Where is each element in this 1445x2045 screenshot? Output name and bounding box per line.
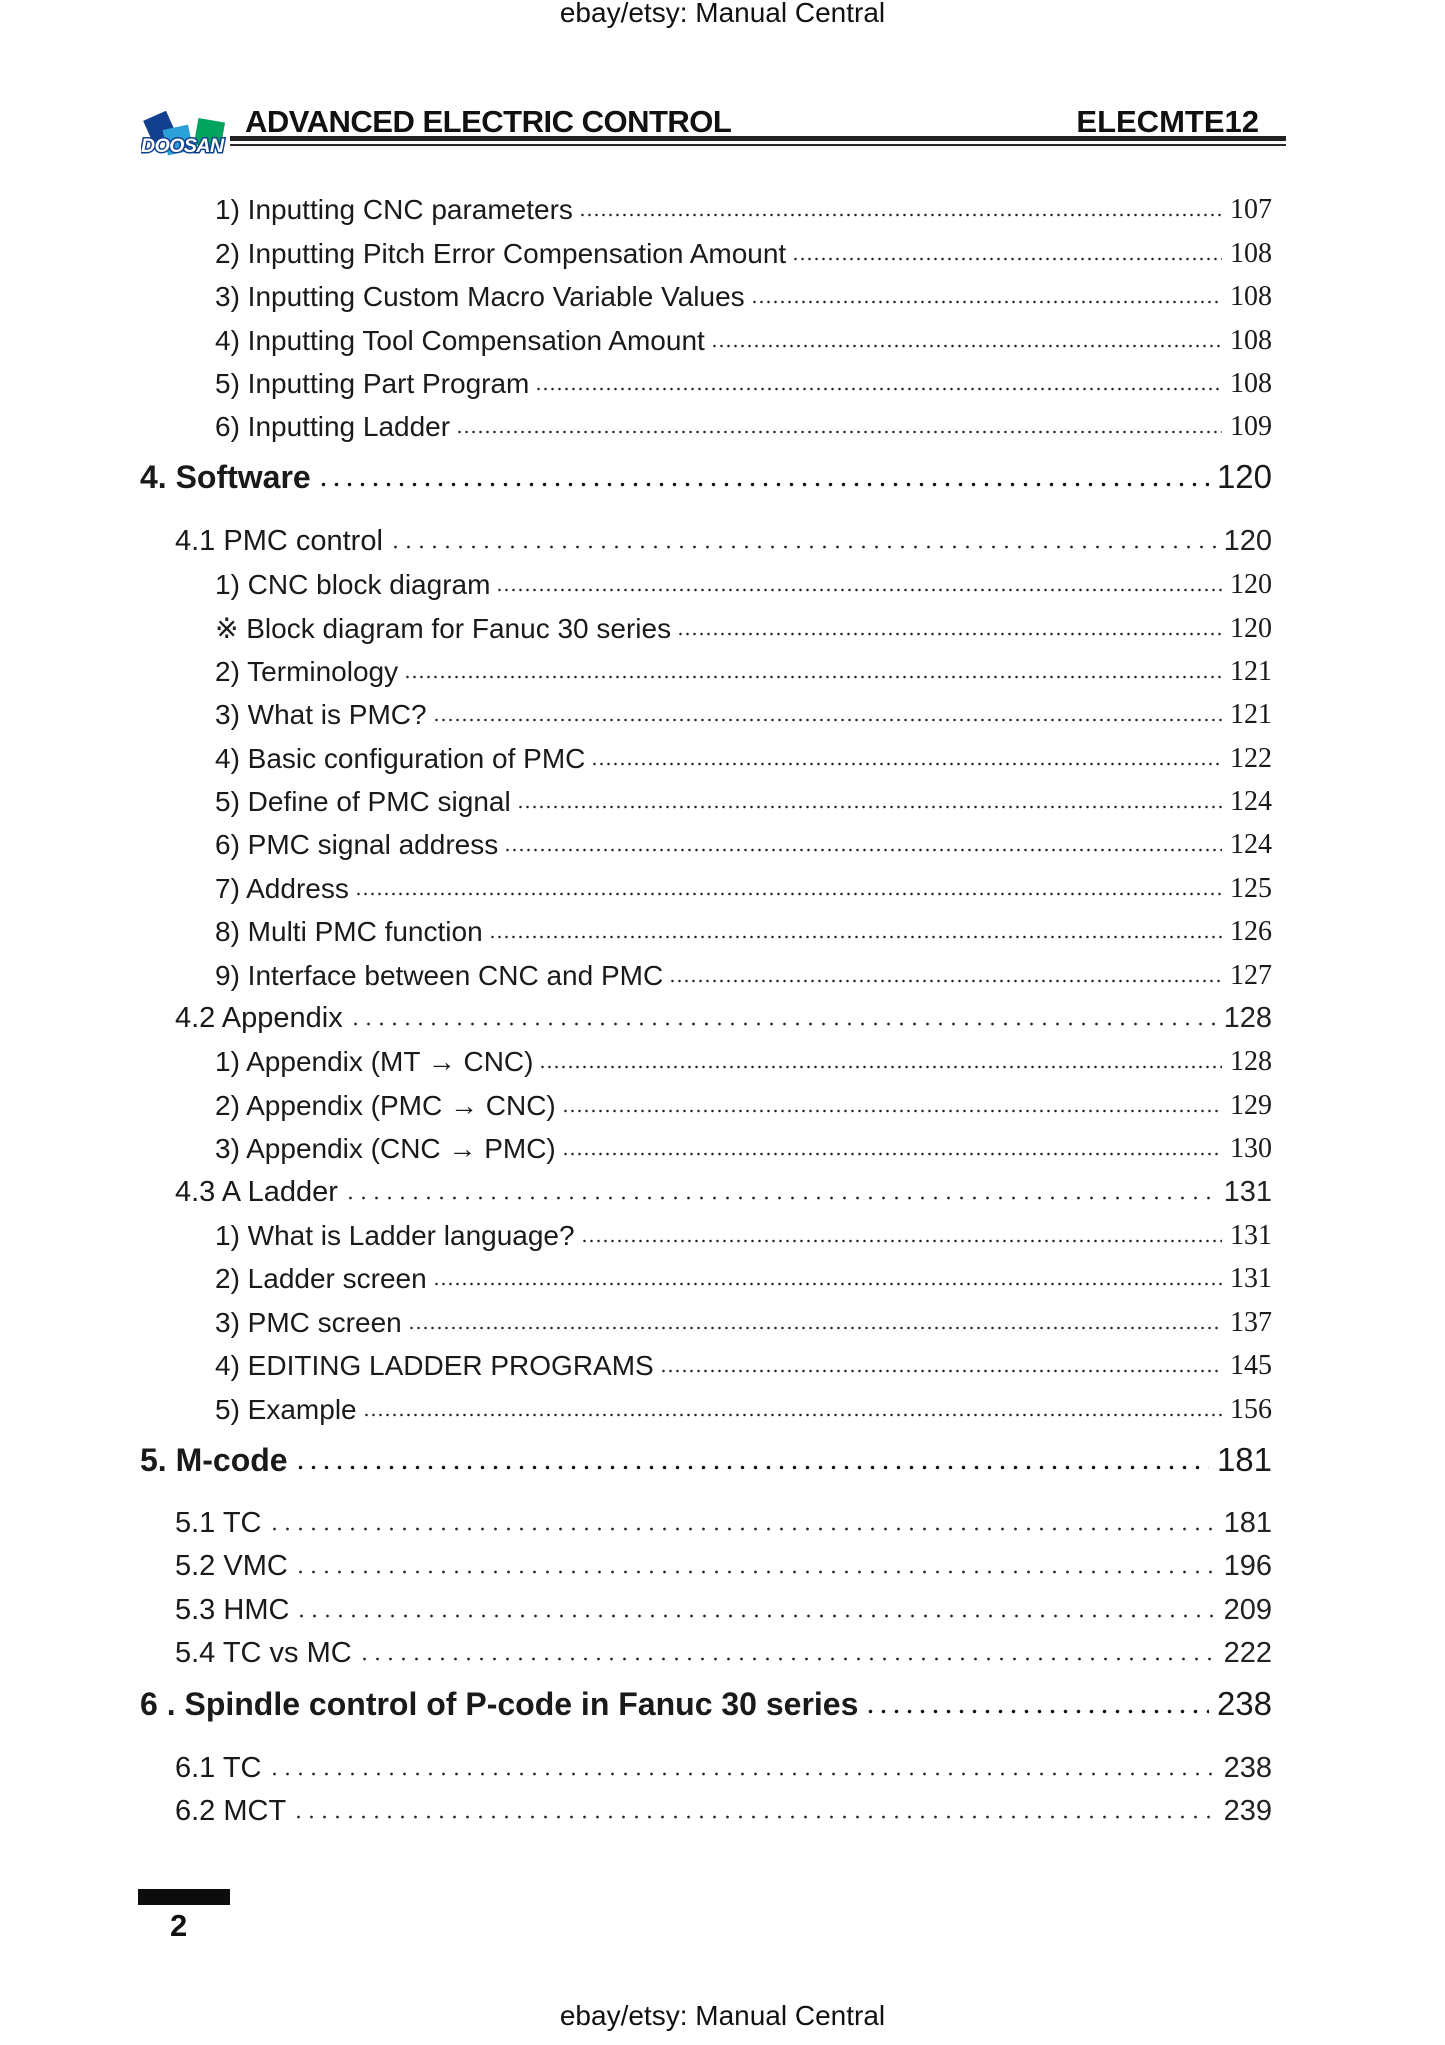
dot-leader (404, 674, 1222, 680)
dot-leader (349, 1021, 1216, 1027)
table-of-contents (0, 185, 1445, 1830)
toc-entry-page: 238 (1223, 1751, 1272, 1784)
toc-entry (0, 863, 1445, 906)
toc-entry-label: 6) Inputting Ladder (215, 411, 451, 443)
toc-entry (0, 1341, 1445, 1384)
dot-leader (294, 1465, 1209, 1471)
doosan-logo-text: DOOSAN (141, 135, 224, 157)
toc-entry-label: 4) Basic configuration of PMC (215, 742, 586, 774)
toc-entry-label: 4.2 Appendix (175, 1002, 343, 1035)
doosan-logo-icon (141, 111, 233, 159)
toc-entry (0, 445, 1445, 507)
toc-entry (0, 950, 1445, 993)
toc-entry (0, 1542, 1445, 1585)
header-rule (230, 136, 1286, 146)
toc-entry-page: 131 (1223, 1175, 1272, 1208)
dot-leader (268, 1771, 1216, 1777)
footer-bar (138, 1889, 230, 1905)
seller-watermark-bottom: ebay/etsy: Manual Central (559, 2000, 886, 2031)
toc-entry (0, 777, 1445, 820)
toc-entry (0, 1254, 1445, 1297)
toc-entry-label: 3) Appendix (CNC → PMC) (215, 1133, 556, 1165)
dot-leader (317, 482, 1209, 488)
toc-entry-label: 6) PMC signal address (215, 829, 499, 861)
toc-entry-page: 124 (1230, 786, 1272, 818)
toc-entry (0, 1211, 1445, 1254)
toc-entry (0, 820, 1445, 863)
toc-entry-page: 120 (1216, 458, 1272, 496)
dot-leader (433, 717, 1222, 723)
toc-entry (0, 1743, 1445, 1786)
dot-leader (344, 1195, 1216, 1201)
toc-entry (0, 1124, 1445, 1167)
toc-entry-page: 222 (1223, 1637, 1272, 1670)
toc-entry-page: 108 (1230, 237, 1272, 269)
dot-leader (489, 934, 1222, 940)
toc-entry-page: 121 (1230, 699, 1272, 731)
toc-entry-page: 125 (1230, 872, 1272, 904)
toc-entry-page: 196 (1223, 1550, 1272, 1583)
toc-entry (0, 733, 1445, 776)
toc-entry (0, 1167, 1445, 1210)
toc-entry-label: 5.1 TC (175, 1506, 262, 1539)
toc-entry-page: 127 (1230, 959, 1272, 991)
toc-entry-label: 3) PMC screen (215, 1306, 402, 1338)
dot-leader (363, 1412, 1222, 1418)
header-title: ADVANCED ELECTRIC CONTROL (245, 104, 732, 139)
toc-entry (0, 690, 1445, 733)
toc-entry-label: 1) Appendix (MT → CNC) (215, 1046, 534, 1078)
toc-entry-page: 108 (1230, 324, 1272, 356)
toc-entry (0, 359, 1445, 402)
toc-entry-label: 3) What is PMC? (215, 699, 427, 731)
toc-entry-page: 181 (1223, 1506, 1272, 1539)
toc-entry-label: 5.4 TC vs MC (175, 1637, 352, 1670)
toc-entry (0, 1428, 1445, 1490)
toc-entry-page: 209 (1223, 1593, 1272, 1626)
doosan-logo (141, 111, 233, 159)
dot-leader (581, 1238, 1222, 1244)
toc-entry-page: 238 (1216, 1685, 1272, 1723)
dot-leader (711, 343, 1222, 349)
toc-entry-page: 156 (1230, 1393, 1272, 1425)
toc-entry-label: 7) Address (215, 872, 349, 904)
toc-entry (0, 1672, 1445, 1734)
toc-entry-label: 4.1 PMC control (175, 524, 383, 557)
toc-entry-label: 5) Inputting Part Program (215, 367, 530, 399)
dot-leader (751, 299, 1222, 305)
dot-leader (408, 1325, 1222, 1331)
toc-entry-label: 8) Multi PMC function (215, 916, 483, 948)
dot-leader (517, 804, 1222, 810)
dot-leader (591, 761, 1222, 767)
toc-entry-page: 137 (1230, 1306, 1272, 1338)
toc-entry (0, 1629, 1445, 1672)
toc-entry-page: 181 (1216, 1440, 1272, 1478)
toc-entry-page: 124 (1230, 829, 1272, 861)
dot-leader (294, 1569, 1216, 1575)
toc-entry-page: 129 (1230, 1089, 1272, 1121)
toc-entry-page: 120 (1223, 524, 1272, 557)
dot-leader (456, 429, 1222, 435)
toc-entry (0, 1297, 1445, 1340)
dot-leader (660, 1368, 1222, 1374)
toc-entry (0, 907, 1445, 950)
toc-entry-page: 128 (1223, 1002, 1272, 1035)
dot-leader (792, 256, 1222, 262)
dot-leader (669, 978, 1222, 984)
dot-leader (562, 1151, 1222, 1157)
toc-entry-label: 5.2 VMC (175, 1550, 288, 1583)
toc-entry-label: ※ Block diagram for Fanuc 30 series (215, 612, 672, 644)
toc-entry-page: 131 (1230, 1263, 1272, 1295)
toc-entry-label: 1) Inputting CNC parameters (215, 194, 573, 226)
toc-entry-label: 5. M-code (140, 1441, 288, 1478)
dot-leader (677, 631, 1222, 637)
toc-entry-page: 122 (1230, 742, 1272, 774)
dot-leader (579, 212, 1222, 218)
toc-entry (0, 560, 1445, 603)
dot-leader (496, 587, 1222, 593)
toc-entry (0, 185, 1445, 228)
toc-entry-page: 107 (1230, 194, 1272, 226)
toc-entry (0, 1384, 1445, 1427)
toc-entry-label: 3) Inputting Custom Macro Variable Values (215, 281, 745, 313)
toc-entry (0, 516, 1445, 559)
toc-entry-label: 5) Example (215, 1393, 357, 1425)
toc-entry (0, 272, 1445, 315)
toc-entry (0, 603, 1445, 646)
toc-entry-label: 4) EDITING LADDER PROGRAMS (215, 1350, 654, 1382)
toc-entry-page: 120 (1230, 612, 1272, 644)
toc-entry-label: 1) What is Ladder language? (215, 1219, 575, 1251)
toc-entry (0, 1080, 1445, 1123)
toc-entry (0, 402, 1445, 445)
page-number: 2 (170, 1908, 188, 1943)
dot-leader (433, 1281, 1222, 1287)
dot-leader (355, 891, 1222, 897)
toc-entry-page: 109 (1230, 411, 1272, 443)
toc-entry-label: 2) Inputting Pitch Error Compensation Amount (215, 237, 787, 269)
toc-entry-label: 2) Ladder screen (215, 1263, 427, 1295)
header-doc-code: ELECMTE12 (1076, 104, 1259, 139)
dot-leader (504, 847, 1222, 853)
toc-entry (0, 647, 1445, 690)
toc-entry-label: 6.1 TC (175, 1751, 262, 1784)
toc-entry-page: 121 (1230, 655, 1272, 687)
dot-leader (864, 1709, 1209, 1715)
toc-entry-page: 120 (1230, 569, 1272, 601)
dot-leader (268, 1526, 1216, 1532)
toc-entry-label: 5) Define of PMC signal (215, 786, 511, 818)
dot-leader (535, 386, 1222, 392)
toc-entry (0, 1037, 1445, 1080)
dot-leader (539, 1064, 1222, 1070)
dot-leader (295, 1613, 1215, 1619)
seller-watermark-top: ebay/etsy: Manual Central (559, 0, 886, 28)
toc-entry-label: 2) Appendix (PMC → CNC) (215, 1089, 556, 1121)
toc-entry-page: 130 (1230, 1133, 1272, 1165)
toc-entry-label: 4) Inputting Tool Compensation Amount (215, 324, 705, 356)
toc-entry-label: 6.2 MCT (175, 1794, 287, 1827)
toc-entry-label: 9) Interface between CNC and PMC (215, 959, 664, 991)
toc-entry (0, 1585, 1445, 1628)
toc-entry (0, 315, 1445, 358)
toc-entry-label: 2) Terminology (215, 655, 399, 687)
toc-entry (0, 1499, 1445, 1542)
toc-entry-label: 1) CNC block diagram (215, 569, 491, 601)
toc-entry-page: 108 (1230, 367, 1272, 399)
dot-leader (389, 544, 1216, 550)
toc-entry-page: 108 (1230, 281, 1272, 313)
toc-entry-label: 4.3 A Ladder (175, 1175, 338, 1208)
toc-entry-page: 131 (1230, 1219, 1272, 1251)
toc-entry-label: 6 . Spindle control of P-code in Fanuc 30 series (140, 1686, 859, 1723)
toc-entry-label: 5.3 HMC (175, 1593, 290, 1626)
toc-entry (0, 228, 1445, 271)
toc-entry (0, 1787, 1445, 1830)
toc-entry-page: 145 (1230, 1350, 1272, 1382)
dot-leader (562, 1108, 1222, 1114)
toc-entry-page: 126 (1230, 916, 1272, 948)
dot-leader (292, 1814, 1215, 1820)
toc-entry-label: 4. Software (140, 459, 311, 496)
dot-leader (358, 1656, 1216, 1662)
toc-entry-page: 128 (1230, 1046, 1272, 1078)
toc-entry-page: 239 (1223, 1794, 1272, 1827)
toc-entry (0, 994, 1445, 1037)
